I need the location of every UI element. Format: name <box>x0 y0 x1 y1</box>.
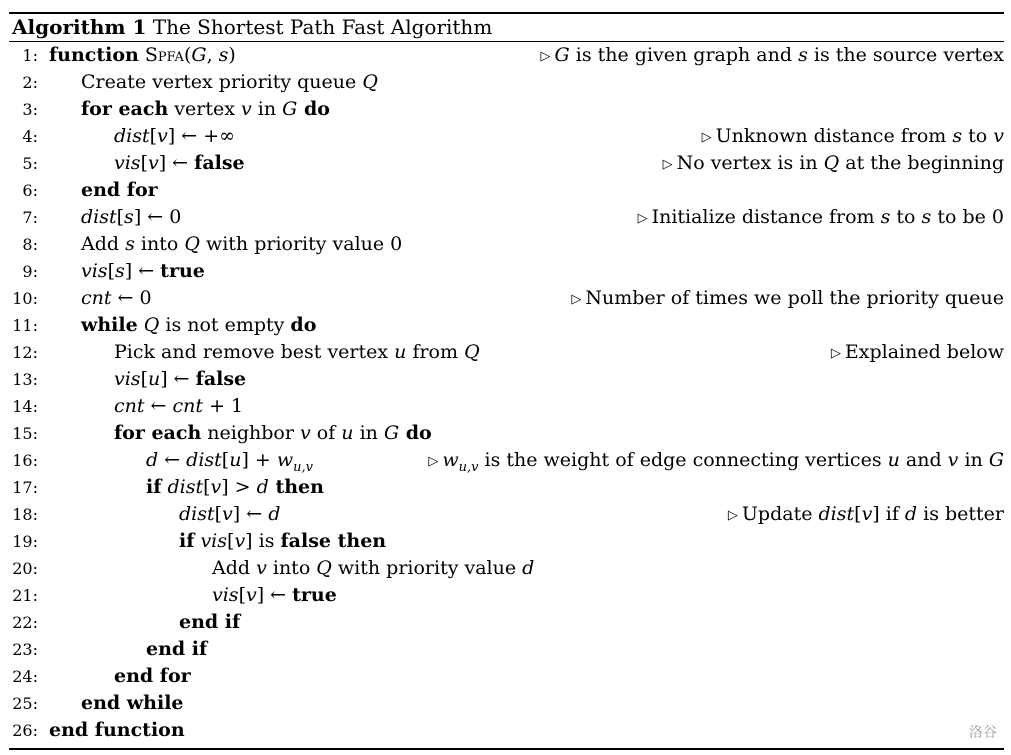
line-number: 7: <box>22 208 38 227</box>
line-number: 24: <box>12 667 38 686</box>
line-code: vis[s] ← true <box>81 260 205 282</box>
line-code: for each neighbor v of u in G do <box>114 422 432 444</box>
line-code: Pick and remove best vertex u from Q <box>114 341 480 363</box>
algorithm-line <box>9 339 1004 366</box>
line-number: 20: <box>12 559 38 578</box>
algorithm-line <box>9 285 1004 312</box>
line-code: d ← dist[u] + $w_{u,v}$ <box>146 449 314 475</box>
line-comment: ▷ Unknown distance from s to v <box>701 125 1004 147</box>
line-number: 16: <box>12 451 38 470</box>
line-number: 6: <box>22 181 38 200</box>
comment-triangle-icon: ▷ <box>637 211 648 226</box>
line-code: Add s into Q with priority value 0 <box>81 233 403 255</box>
line-code: if vis[v] is false then <box>179 530 387 552</box>
line-code: cnt ← 0 <box>81 287 152 309</box>
line-code: end for <box>81 179 158 201</box>
line-number: 17: <box>12 478 38 497</box>
line-number: 26: <box>12 721 38 740</box>
line-comment: ▷ Number of times we poll the priority queue <box>571 287 1004 309</box>
algorithm-line <box>9 204 1004 231</box>
line-code: end if <box>179 611 241 633</box>
comment-triangle-icon: ▷ <box>662 157 673 172</box>
comment-triangle-icon: ▷ <box>727 508 738 523</box>
line-number: 22: <box>12 613 38 632</box>
top-rule <box>9 12 1004 14</box>
bottom-rule <box>9 748 1004 750</box>
line-comment: ▷ No vertex is in Q at the beginning <box>662 152 1004 174</box>
algorithm-line <box>9 150 1004 177</box>
line-code: Add v into Q with priority value d <box>212 557 535 579</box>
line-comment: ▷ Initialize distance from s to s to be 0 <box>637 206 1004 228</box>
line-number: 13: <box>12 370 38 389</box>
line-number: 15: <box>12 424 38 443</box>
line-code: cnt ← cnt + 1 <box>114 395 244 417</box>
algorithm-line <box>9 420 1004 447</box>
line-number: 4: <box>22 127 38 146</box>
caption-title: The Shortest Path Fast Algorithm <box>152 15 493 39</box>
algorithm-line <box>9 474 1004 501</box>
line-code: dist[s] ← 0 <box>81 206 182 228</box>
comment-triangle-icon: ▷ <box>540 49 551 64</box>
comment-triangle-icon: ▷ <box>428 454 439 469</box>
line-comment: ▷ Explained below <box>830 341 1004 363</box>
algorithm-line <box>9 690 1004 717</box>
line-number: 18: <box>12 505 38 524</box>
algorithm-line <box>9 447 1004 474</box>
line-comment: ▷ Update dist[v] if d is better <box>727 503 1004 525</box>
line-number: 25: <box>12 694 38 713</box>
line-number: 12: <box>12 343 38 362</box>
line-number: 14: <box>12 397 38 416</box>
line-number: 2: <box>22 73 38 92</box>
algorithm-line <box>9 609 1004 636</box>
algorithm-line <box>9 123 1004 150</box>
line-number: 9: <box>22 262 38 281</box>
line-number: 5: <box>22 154 38 173</box>
caption-label: Algorithm 1 <box>12 15 147 39</box>
line-code: end if <box>146 638 208 660</box>
line-number: 8: <box>22 235 38 254</box>
line-code: end for <box>114 665 191 687</box>
line-code: dist[v] ← +∞ <box>114 125 235 147</box>
algorithm-line <box>9 528 1004 555</box>
algorithm-line <box>9 501 1004 528</box>
line-code: for each vertex v in G do <box>81 98 330 120</box>
algorithm-line <box>9 312 1004 339</box>
line-code: dist[v] ← d <box>179 503 281 525</box>
algorithm-line <box>9 717 1004 744</box>
line-number: 23: <box>12 640 38 659</box>
line-code: while Q is not empty do <box>81 314 317 336</box>
algorithm-line <box>9 231 1004 258</box>
algorithm-line <box>9 69 1004 96</box>
line-code: vis[v] ← true <box>212 584 337 606</box>
line-code: function Spfa(G, s) <box>49 44 236 66</box>
algorithm-line <box>9 366 1004 393</box>
line-number: 10: <box>12 289 38 308</box>
line-number: 11: <box>12 316 38 335</box>
watermark: 洛谷 <box>969 725 997 741</box>
algorithm-line <box>9 393 1004 420</box>
line-code: end function <box>49 719 185 741</box>
algorithm-line <box>9 258 1004 285</box>
line-number: 3: <box>22 100 38 119</box>
algorithm-line <box>9 636 1004 663</box>
comment-triangle-icon: ▷ <box>701 130 712 145</box>
line-comment: ▷ G is the given graph and s is the source vertex <box>540 44 1004 66</box>
line-code: vis[v] ← false <box>114 152 245 174</box>
algorithm-line <box>9 582 1004 609</box>
line-number: 21: <box>12 586 38 605</box>
line-number: 19: <box>12 532 38 551</box>
line-code: Create vertex priority queue Q <box>81 71 378 93</box>
algorithm-line <box>9 96 1004 123</box>
line-code: end while <box>81 692 184 714</box>
algorithm-line <box>9 555 1004 582</box>
comment-triangle-icon: ▷ <box>830 346 841 361</box>
line-code: vis[u] ← false <box>114 368 247 390</box>
line-code: if dist[v] > d then <box>146 476 324 498</box>
algorithm-caption <box>12 15 492 39</box>
comment-triangle-icon: ▷ <box>571 292 582 307</box>
line-number: 1: <box>22 46 38 65</box>
algorithm-line <box>9 177 1004 204</box>
line-comment: ▷ $w_{u,v}$ is the weight of edge connecting vertices u and v in G <box>428 449 1004 475</box>
algorithm-line <box>9 663 1004 690</box>
algorithm-line <box>9 42 1004 69</box>
